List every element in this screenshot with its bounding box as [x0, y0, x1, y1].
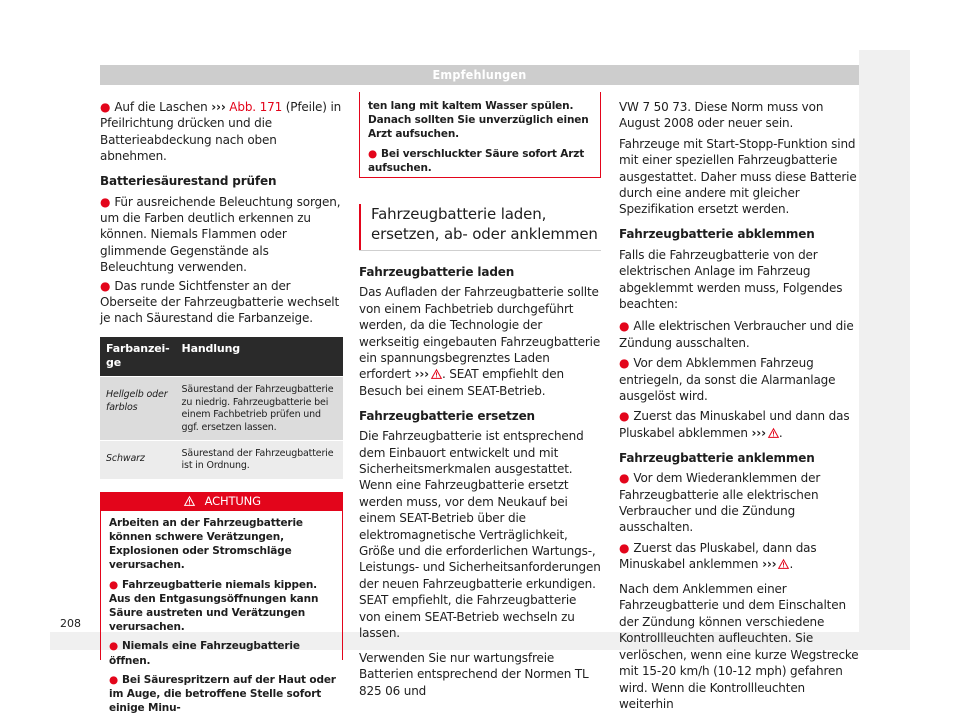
paragraph-kontrollleuchten: Nach dem Anklemmen einer Fahrzeugbatterie und dem Einschalten der Zündung können verschiedene Kontrollleuchten aufleuchten. Sie verlöschen, wenn eine kurze Wegstrecke mit 15-20 km/h (10-12 mph) gefahren wird. Wenn die Kontrollleuchten weiterhin [619, 582, 859, 711]
figure-link[interactable]: Abb. 171 [225, 100, 283, 114]
table-cell-action: Säurestand der Fahrzeugbatterie zu niedrig. Fahrzeugbatterie bei einem Fachbetrieb prüfen und ggf. ersetzen lassen. [176, 377, 343, 441]
table-row [100, 377, 343, 441]
heading-anklemmen: Fahrzeugbatterie anklemmen [619, 450, 815, 465]
paragraph-vw-norm: VW 7 50 73. Diese Norm muss von August 2008 oder neuer sein. [619, 100, 824, 131]
page-header-title: Empfehlungen [432, 67, 527, 82]
bullet-icon: ● [619, 319, 630, 334]
table-cell-color: Schwarz [100, 440, 176, 478]
achtung-bullet: ● Bei verschluckter Säure sofort Arzt aufsuchen. [368, 147, 585, 174]
bullet-icon: ● [100, 194, 111, 209]
bullet-icon: ● [100, 278, 111, 293]
warning-triangle-icon[interactable] [778, 559, 789, 569]
bullet-pluskabel: ● Zuerst das Pluskabel, dann das Minuskabel anklemmen ››› . [619, 540, 817, 572]
page-number: 208 [60, 617, 81, 630]
bullet-icon: ● [619, 471, 630, 486]
section-title: Fahrzeugbatterie laden, ersetzen, ab- oder anklemmen [359, 204, 601, 250]
reference-arrows: ››› [751, 425, 766, 440]
column-middle [359, 99, 601, 699]
heading-ersetzen: Fahrzeugbatterie ersetzen [359, 408, 535, 423]
bullet-minuskabel: ● Zuerst das Minuskabel und dann das Pluskabel abklemmen ››› . [619, 409, 850, 440]
warning-triangle-icon[interactable] [768, 428, 779, 438]
achtung-header: ACHTUNG [100, 492, 343, 511]
reference-arrows: ››› [211, 100, 226, 114]
achtung-continuation-text: ten lang mit kaltem Wasser spülen. Danach sollten Sie unverzüglich einen Arzt aufsuchen. [368, 100, 589, 141]
table-header-farbanzeige: Farbanzei-ge [100, 337, 176, 377]
achtung-continuation-box [359, 92, 601, 178]
heading-abklemmen: Fahrzeugbatterie abklemmen [619, 227, 815, 242]
paragraph-start-stopp: Fahrzeuge mit Start-Stopp-Funktion sind mit einer speziellen Fahrzeugbatterie ausgestattet. Daher muss diese Batterie durch eine andere mit gleicher Spezifikation ersetzt werden. [619, 136, 857, 217]
bullet-icon: ● [109, 578, 119, 591]
achtung-bullet: ● Bei Säurespritzern auf der Haut oder im Auge, die betroffene Stelle sofort einige Minu- [109, 673, 336, 715]
reference-arrows: ››› [762, 557, 777, 572]
bullet-icon: ● [100, 100, 111, 114]
bullet-icon: ● [109, 640, 119, 653]
achtung-warning-box [100, 492, 343, 715]
achtung-bullet: ● Fahrzeugbatterie niemals kippen. Aus den Entgasungsöffnungen kann Säure austreten und Verätzungen verursachen. [109, 578, 319, 634]
bullet-sichtfenster: ● Das runde Sichtfenster an der Oberseite der Fahrzeugbatterie wechselt je nach Säurestand die Farbanzeige. [100, 278, 340, 326]
achtung-intro: Arbeiten an der Fahrzeugbatterie können schwere Verätzungen, Explosionen oder Stromschläge verursachen. [109, 516, 303, 572]
bullet-icon: ● [619, 356, 630, 371]
bullet-verbraucher: ● Alle elektrischen Verbraucher und die Zündung ausschalten. [619, 319, 854, 350]
table-row [100, 440, 343, 478]
reference-arrows: ››› [414, 367, 429, 382]
warning-triangle-icon[interactable] [431, 369, 442, 379]
table-header-handlung: Handlung [176, 337, 343, 377]
paragraph-abklemmen: Falls die Fahrzeugbatterie von der elektrischen Anlage im Fahrzeug abgeklemmt werden muss, Folgendes beachten: [619, 247, 843, 311]
heading-saeurestand: Batteriesäurestand prüfen [100, 174, 277, 189]
bullet-icon: ● [368, 147, 378, 160]
bullet-icon: ● [619, 540, 630, 555]
bullet-entriegeln: ● Vor dem Abklemmen Fahrzeug entriegeln, da sonst die Alarmanlage ausgelöst wird. [619, 356, 836, 403]
bullet-icon: ● [619, 409, 630, 424]
achtung-body [100, 511, 343, 715]
table-cell-color: Hellgelb oder farblos [100, 377, 176, 441]
column-left [100, 99, 343, 715]
bullet-beleuchtung: ● Für ausreichende Beleuchtung sorgen, um die Farben deutlich erkennen zu können. Niemals Flammen oder glimmende Gegenstände als Beleuchtung verwenden. [100, 194, 341, 275]
column-right [619, 99, 861, 712]
color-indicator-table [100, 337, 343, 479]
warning-triangle-icon [184, 496, 195, 506]
heading-laden: Fahrzeugbatterie laden [359, 265, 515, 279]
paragraph-normen: Verwenden Sie nur wartungsfreie Batterien entsprechend der Normen TL 825 06 und [359, 650, 589, 698]
table-cell-action: Säurestand der Fahrzeugbatterie ist in Ordnung. [176, 440, 343, 478]
paragraph-laden: Das Aufladen der Fahrzeugbatterie sollte von einem Fachbetrieb durchgeführt werden, da die Technologie der werkseitig eingebauten Fahrzeugbatterie ein spannungsbegrenztes Laden erfordert ››› . SEAT empfiehlt den Besuch bei einem SEAT-Betrieb. [359, 285, 601, 398]
bullet-icon: ● [109, 673, 119, 686]
achtung-bullet: ● Niemals eine Fahrzeugbatterie öffnen. [109, 640, 300, 667]
section-divider [359, 250, 601, 251]
paragraph-laschen: ● Auf die Laschen ››› Abb. 171 (Pfeile) in Pfeilrichtung drücken und die Batterieabdeckung nach oben abnehmen. [100, 100, 342, 164]
paragraph-ersetzen: Die Fahrzeugbatterie ist entsprechend dem Einbauort entwickelt und mit Sicherheitsmerkmalen ausgestattet. Wenn eine Fahrzeugbatterie ersetzt werden muss, vor dem Neukauf bei einem SEAT-Betrieb über die elektromagnetische Verträglichkeit, Größe und die erforderlichen Wartungs-, Leistungs- und Sicherheitsanforderungen der neuen Fahrzeugbatterie erkundigen. SEAT empfiehlt, die Fahrzeugbatterie von einem SEAT-Betrieb wechseln zu lassen. [359, 429, 601, 641]
bullet-wiederanklemmen: ● Vor dem Wiederanklemmen der Fahrzeugbatterie alle elektrischen Verbraucher und die Zündung ausschalten. [619, 471, 821, 535]
